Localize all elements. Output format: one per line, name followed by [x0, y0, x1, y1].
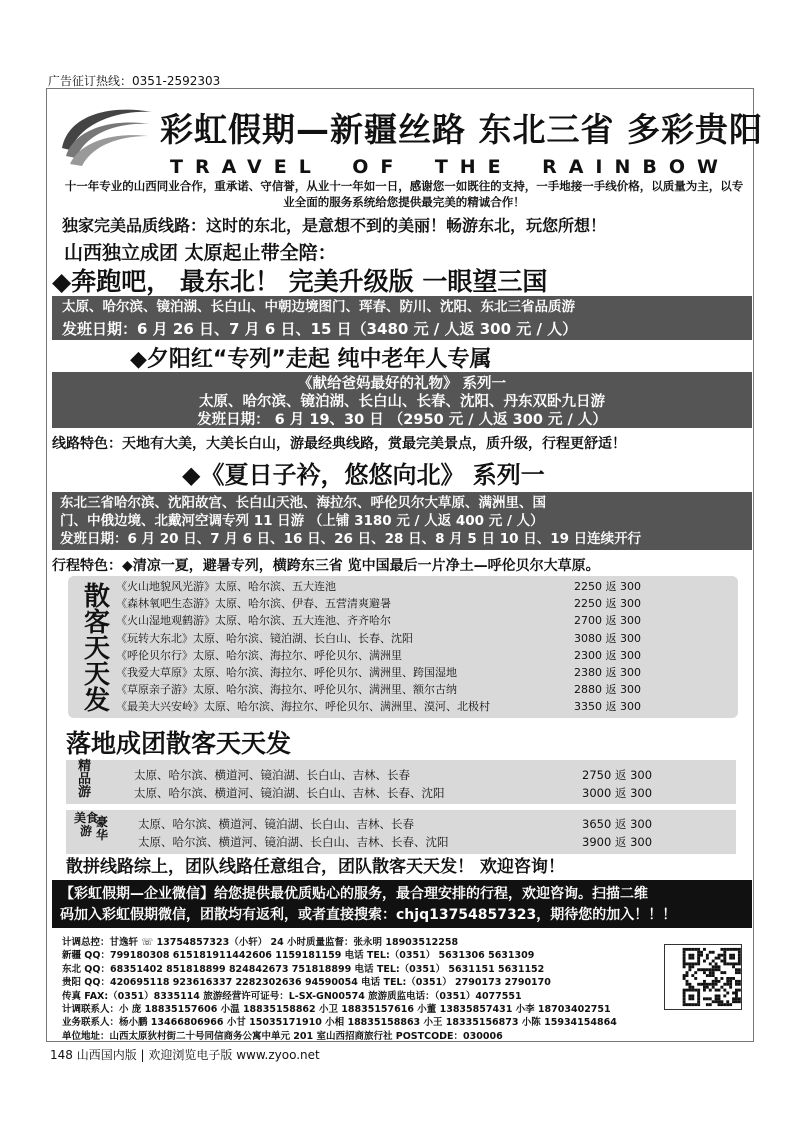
qr-module	[683, 954, 686, 957]
tour-price: 2700 返 300	[574, 614, 641, 628]
qr-module	[683, 977, 686, 980]
quality-tour-list	[134, 766, 653, 802]
qr-module	[718, 989, 721, 992]
luxury-label-b: 豪华	[96, 815, 109, 842]
qr-module	[718, 957, 721, 960]
qr-module	[683, 1003, 686, 1006]
qr-module	[686, 989, 689, 992]
qr-module	[726, 992, 729, 995]
quality-route: 太原、哈尔滨、横道河、镜泊湖、长白山、吉林、长春	[134, 768, 410, 782]
qr-module	[738, 954, 741, 957]
vertical-label-char: 发	[84, 686, 111, 716]
qr-module	[735, 971, 738, 974]
qr-module	[691, 965, 694, 968]
qr-module	[700, 951, 703, 954]
qr-module	[712, 968, 715, 971]
qr-module	[729, 977, 732, 980]
qr-module	[732, 957, 735, 960]
qr-module	[703, 986, 706, 989]
qr-module	[688, 983, 691, 986]
qr-module	[726, 977, 729, 980]
qr-module	[723, 983, 726, 986]
tour-price: 2250 返 300	[574, 597, 641, 611]
quality-price: 3000 返 300	[582, 786, 653, 800]
tour-row	[116, 612, 656, 629]
qr-module	[726, 948, 729, 951]
qr-module	[700, 968, 703, 971]
qr-module	[732, 992, 735, 995]
qr-module	[720, 1000, 723, 1003]
section3-dates: 发班日期：6 月 20 日、7 月 6 日、16 日、26 日、28 日、8 月 5 日 10 日、19 日连续开行	[60, 531, 642, 547]
qr-module	[703, 983, 706, 986]
qr-module	[683, 997, 686, 1000]
qr-module	[706, 968, 709, 971]
qr-module	[732, 948, 735, 951]
qr-module	[726, 1003, 729, 1006]
tour-row	[116, 595, 656, 612]
qr-module	[720, 971, 723, 974]
qr-module	[686, 948, 689, 951]
section1-dates: 发班日期：6 月 26 日、7 月 6 日、15 日（3480 元 / 人返 300 元 / 人）	[62, 320, 578, 338]
qr-module	[738, 980, 741, 983]
qr-module	[686, 980, 689, 983]
qr-module	[720, 960, 723, 963]
vertical-label-char: 散	[84, 582, 111, 612]
qr-module	[694, 977, 697, 980]
section2-route: 太原、哈尔滨、镜泊湖、长白山、长春、沈阳、丹东双卧九日游	[199, 394, 605, 410]
qr-module	[712, 960, 715, 963]
qr-module	[738, 971, 741, 974]
subtitle-word: THE	[434, 156, 513, 178]
qr-module	[683, 1000, 686, 1003]
qr-module	[709, 974, 712, 977]
qr-module	[703, 960, 706, 963]
contact-line: 计调总控：甘逸轩 ☏ 13754857323（小轩） 24 小时质量监督：张永明 18903512258	[62, 937, 459, 948]
tour-name: 《玩转大东北》太原、哈尔滨、镜泊湖、长白山、长春、沈阳	[116, 631, 413, 645]
qr-module	[729, 980, 732, 983]
qr-module	[723, 960, 726, 963]
qr-module	[688, 957, 691, 960]
luxury-price: 3650 返 300	[582, 817, 653, 831]
wechat-banner	[52, 880, 752, 928]
tour-name: 《草原亲子游》太原、哈尔滨、海拉尔、呼伦贝尔、满洲里、额尔古纳	[116, 683, 457, 697]
luxury-row	[138, 815, 653, 833]
qr-module	[715, 957, 718, 960]
qr-module	[738, 997, 741, 1000]
qr-module	[712, 986, 715, 989]
qr-module	[729, 1003, 732, 1006]
qr-module	[715, 997, 718, 1000]
subtitle-word: TRAVEL	[170, 156, 323, 178]
qr-module	[718, 965, 721, 968]
qr-module	[686, 983, 689, 986]
contact-line: 新疆 QQ：799180308 615181911442606 1159181159 电话 TEL:（0351） 5631306 5631309	[62, 950, 535, 962]
quality-route: 太原、哈尔滨、横道河、镜泊湖、长白山、吉林、长春、沈阳	[134, 786, 445, 800]
qr-module	[723, 954, 726, 957]
qr-module	[718, 980, 721, 983]
qr-module	[706, 974, 709, 977]
qr-module	[683, 994, 686, 997]
qr-module	[697, 954, 700, 957]
qr-module	[706, 983, 709, 986]
tour-price: 2880 返 300	[574, 683, 641, 697]
vertical-label-char: 客	[84, 608, 111, 638]
qr-module	[688, 948, 691, 951]
qr-module	[735, 962, 738, 965]
tour-row	[116, 647, 656, 664]
qr-module	[712, 974, 715, 977]
qr-module	[694, 971, 697, 974]
qr-module	[715, 977, 718, 980]
route-features: 线路特色：天地有大美，大美长白山，游最经典线路，赏最完美景点，质升级，行程更舒适！	[52, 436, 626, 452]
section3-route-line2: 门、中俄边境、北戴河空调专列 11 日游 （上铺 3180 元 / 人返 400 元 / 人）	[60, 513, 544, 529]
tour-row	[116, 578, 656, 595]
tour-name: 《火山地貌风光游》太原、哈尔滨、五大连池	[116, 580, 336, 593]
qr-module	[697, 989, 700, 992]
qr-module	[697, 960, 700, 963]
qr-module	[697, 951, 700, 954]
mix-line: 散拼线路综上，团队线路任意组合，团队散客天天发！ 欢迎咨询！	[66, 857, 565, 877]
qr-module	[691, 997, 694, 1000]
contact-line: 业务联系人：杨小鹏 13466806966 小甘 15035171910 小相 18835158863 小王 18335156873 小陈 15934154864	[62, 1017, 617, 1029]
page-footer: 148 山西国内版 | 欢迎浏览电子版 www.zyoo.net	[50, 1048, 320, 1062]
tour-row	[116, 698, 656, 715]
section1-banner	[52, 296, 752, 340]
qr-module	[691, 994, 694, 997]
qr-module	[706, 957, 709, 960]
qr-module	[686, 962, 689, 965]
qr-module	[706, 1003, 709, 1006]
qr-module	[723, 971, 726, 974]
qr-module	[697, 948, 700, 951]
qr-module	[718, 968, 721, 971]
qr-module	[718, 1000, 721, 1003]
luxury-tour-label	[74, 811, 109, 842]
tour-price: 3080 返 300	[574, 631, 641, 645]
qr-module	[732, 1000, 735, 1003]
qr-module	[697, 994, 700, 997]
contact-line: 传真 FAX:（0351）8335114 旅游经营许可证号：L-SX-GN00574 旅游质监电话：（0351）4077551	[62, 990, 522, 1002]
qr-module	[715, 983, 718, 986]
tour-price: 2380 返 300	[574, 665, 641, 679]
qr-module	[735, 997, 738, 1000]
qr-module	[706, 954, 709, 957]
section2-heading: ◆夕阳红“专列”走起 纯中老年人专属	[130, 347, 492, 372]
qr-module	[729, 948, 732, 951]
qr-module	[700, 954, 703, 957]
qr-module	[720, 977, 723, 980]
tour-price: 2300 返 300	[574, 648, 641, 662]
qr-module	[686, 974, 689, 977]
qr-module	[738, 948, 741, 951]
qr-module	[735, 992, 738, 995]
tour-name: 《火山湿地观鹤游》太原、哈尔滨、五大连池、齐齐哈尔	[116, 614, 391, 628]
wechat-qr-code[interactable]	[664, 944, 742, 1010]
qr-module	[697, 997, 700, 1000]
tour-name: 《呼伦贝尔行》太原、哈尔滨、海拉尔、呼伦贝尔、满洲里	[116, 648, 402, 662]
qr-module	[735, 968, 738, 971]
qr-module	[738, 962, 741, 965]
vertical-label-char: 天	[84, 660, 111, 690]
qr-module	[723, 948, 726, 951]
luxury-label-a: 美食	[74, 811, 99, 825]
qr-module	[709, 962, 712, 965]
qr-module	[735, 980, 738, 983]
qr-module	[691, 957, 694, 960]
qr-module	[723, 951, 726, 954]
qr-module	[706, 986, 709, 989]
qr-module	[694, 962, 697, 965]
qr-module	[691, 974, 694, 977]
qr-module	[712, 965, 715, 968]
qr-module	[715, 965, 718, 968]
qr-module	[720, 1003, 723, 1006]
daily-tours-label	[84, 584, 110, 714]
qr-module	[688, 989, 691, 992]
luxury-route: 太原、哈尔滨、横道河、镜泊湖、长白山、吉林、长春、沈阳	[138, 835, 449, 849]
tour-price: 3350 返 300	[574, 700, 641, 714]
qr-module	[697, 1000, 700, 1003]
qr-module	[683, 962, 686, 965]
landing-heading: 落地成团散客天天发	[66, 729, 292, 758]
qr-module	[688, 954, 691, 957]
qr-module	[694, 948, 697, 951]
qr-module	[726, 980, 729, 983]
qr-module	[732, 962, 735, 965]
quality-tour-label	[78, 760, 91, 799]
qr-module	[715, 1000, 718, 1003]
luxury-label-c: 游	[80, 824, 93, 838]
contact-line: 计调联系人：小 庞 18835157606 小温 18835158862 小卫 18835157616 小董 13835857431 小李 18703402751	[62, 1003, 611, 1015]
rainbow-swoosh-logo	[58, 100, 154, 178]
qr-module	[712, 980, 715, 983]
tour-row	[116, 681, 656, 698]
qr-module	[709, 951, 712, 954]
section1-route: 太原、哈尔滨、镜泊湖、长白山、中朝边境图门、珲春、防川、沈阳、东北三省品质游	[62, 299, 575, 315]
tour-name: 《我爱大草原》太原、哈尔滨、海拉尔、呼伦贝尔、满洲里、跨国湿地	[116, 665, 457, 679]
qr-module	[703, 968, 706, 971]
qr-module	[683, 951, 686, 954]
qr-module	[691, 986, 694, 989]
quality-row	[134, 784, 653, 802]
qr-module	[683, 974, 686, 977]
quality-row	[134, 766, 653, 784]
qr-module	[718, 954, 721, 957]
qr-module	[703, 997, 706, 1000]
qr-module	[729, 983, 732, 986]
qr-module	[697, 992, 700, 995]
qr-module	[738, 968, 741, 971]
qr-module	[697, 962, 700, 965]
luxury-price: 3900 返 300	[582, 835, 653, 849]
qr-module	[723, 957, 726, 960]
vertical-label-char: 游	[78, 785, 92, 800]
qr-module	[688, 1003, 691, 1006]
qr-module	[729, 954, 732, 957]
qr-module	[688, 986, 691, 989]
qr-module	[720, 948, 723, 951]
main-title: 彩虹假期—新疆丝路 东北三省 多彩贵阳	[160, 110, 763, 149]
contact-block	[62, 936, 662, 1043]
qr-module	[738, 989, 741, 992]
wechat-line2: 码加入彩虹假期微信，团散均有返利，或者直接搜索：chjq13754857323，期待您的加入！！！	[60, 907, 677, 923]
qr-module	[709, 1003, 712, 1006]
qr-module	[712, 983, 715, 986]
qr-module	[738, 957, 741, 960]
qr-module	[718, 994, 721, 997]
qr-module	[715, 962, 718, 965]
qr-module	[712, 971, 715, 974]
qr-module	[683, 965, 686, 968]
contact-line: 东北 QQ：68351402 851818899 824842673 751818899 电话 TEL:（0351） 5631151 5631152	[62, 963, 545, 975]
intro-text: 十一年专业的山西同业合作，重承诺、守信誉，从业十一年如一日，感谢您一如既往的支持，一手地接一手线价格，以质量为主，以专业全面的服务系统给您提供最完美的精诚合作！	[64, 179, 744, 209]
tour-price: 2250 返 300	[574, 580, 641, 593]
qr-module	[683, 957, 686, 960]
qr-module	[697, 968, 700, 971]
qr-module	[718, 997, 721, 1000]
daily-tours-list	[116, 578, 656, 716]
qr-module	[691, 962, 694, 965]
qr-module	[729, 986, 732, 989]
qr-module	[732, 954, 735, 957]
qr-module	[697, 983, 700, 986]
qr-module	[683, 948, 686, 951]
qr-module	[688, 997, 691, 1000]
qr-module	[723, 989, 726, 992]
hotline: 广告征订热线：0351-2592303	[48, 74, 221, 88]
qr-module	[738, 1000, 741, 1003]
qr-module	[715, 980, 718, 983]
qr-module	[703, 989, 706, 992]
section1-heading: ◆奔跑吧， 最东北！ 完美升级版 一眼望三国	[52, 267, 548, 296]
english-subtitle	[170, 156, 730, 178]
tour-name: 《森林氧吧生态游》太原、哈尔滨、伊春、五营清爽避暑	[116, 597, 391, 611]
qr-module	[709, 997, 712, 1000]
qr-module	[723, 994, 726, 997]
tour-name: 《最美大兴安岭》太原、哈尔滨、海拉尔、呼伦贝尔、满洲里、漠河、北极村	[116, 700, 490, 714]
qr-module	[688, 994, 691, 997]
qr-module	[709, 989, 712, 992]
qr-module	[732, 965, 735, 968]
section3-banner	[52, 492, 752, 550]
qr-module	[715, 994, 718, 997]
tour-row	[116, 630, 656, 647]
section3-route-line1: 东北三省哈尔滨、沈阳故宫、长白山天池、海拉尔、呼伦贝尔大草原、满洲里、国	[60, 495, 546, 511]
qr-module	[697, 1003, 700, 1006]
qr-module	[691, 954, 694, 957]
qr-module	[735, 983, 738, 986]
qr-module	[709, 971, 712, 974]
qr-module	[720, 986, 723, 989]
section3-heading: ◆《夏日子衿，悠悠向北》 系列一	[182, 461, 545, 489]
qr-module	[686, 1003, 689, 1006]
qr-module	[697, 957, 700, 960]
qr-module	[706, 997, 709, 1000]
contact-line: 贵阳 QQ：420695118 923616337 2282302636 94590054 电话 TEL:（0351） 2790173 2790170	[62, 977, 551, 989]
qr-module	[735, 989, 738, 992]
qr-module	[688, 965, 691, 968]
section2-series: 《献给爸妈最好的礼物》 系列一	[297, 376, 507, 392]
qr-module	[738, 983, 741, 986]
vertical-label-char: 天	[84, 634, 111, 664]
qr-module	[691, 1003, 694, 1006]
exclusive-line: 独家完美品质线路：这时的东北，是意想不到的美丽！畅游东北，玩您所想！	[62, 216, 607, 235]
subtitle-word: OF	[352, 156, 406, 178]
qr-module	[688, 962, 691, 965]
qr-module	[703, 980, 706, 983]
qr-module	[683, 989, 686, 992]
luxury-tour-list	[138, 815, 653, 851]
qr-module	[738, 960, 741, 963]
qr-module	[686, 971, 689, 974]
section2-banner	[52, 372, 752, 428]
qr-module	[738, 951, 741, 954]
qr-module	[735, 994, 738, 997]
qr-module	[718, 1003, 721, 1006]
vertical-label-char: 品	[78, 772, 92, 787]
luxury-row	[138, 833, 653, 851]
qr-module	[712, 1000, 715, 1003]
qr-module	[709, 968, 712, 971]
qr-module	[726, 1000, 729, 1003]
quality-price: 2750 返 300	[582, 768, 653, 782]
contact-line: 单位地址：山西太原狄村街二十号同信商务公寓中单元 201 室山西招商旅行社 POSTCODE：030006	[62, 1030, 503, 1042]
wechat-line1: 【彩虹假期—企业微信】给您提供最优质贴心的服务，最合理安排的行程，欢迎咨询。扫描二维	[60, 886, 648, 902]
qr-module	[712, 951, 715, 954]
qr-module	[726, 983, 729, 986]
solo-group-line: 山西独立成团 太原起止带全陪：	[64, 242, 337, 264]
qr-module	[723, 962, 726, 965]
section2-dates: 发班日期： 6 月 19、30 日 （2950 元 / 人返 300 元 / 人）	[197, 412, 607, 428]
subtitle-word: RAINBOW	[542, 156, 730, 178]
qr-module	[720, 954, 723, 957]
qr-module	[715, 989, 718, 992]
qr-module	[703, 948, 706, 951]
luxury-route: 太原、哈尔滨、横道河、镜泊湖、长白山、吉林、长春	[138, 817, 414, 831]
qr-module	[683, 960, 686, 963]
qr-module	[729, 957, 732, 960]
qr-module	[683, 992, 686, 995]
qr-module	[723, 1003, 726, 1006]
qr-module	[694, 989, 697, 992]
vertical-label-char: 精	[78, 759, 92, 774]
qr-module	[694, 1003, 697, 1006]
qr-module	[735, 948, 738, 951]
qr-module	[735, 1000, 738, 1003]
qr-module	[691, 989, 694, 992]
qr-module	[715, 968, 718, 971]
qr-module	[691, 948, 694, 951]
qr-module	[700, 983, 703, 986]
qr-module	[729, 962, 732, 965]
qr-module	[709, 983, 712, 986]
qr-module	[732, 997, 735, 1000]
qr-module	[726, 962, 729, 965]
qr-module	[732, 977, 735, 980]
qr-module	[688, 968, 691, 971]
trip-features: 行程特色：◆清凉一夏，避暑专列，横跨东三省 览中国最后一片净土—呼伦贝尔大草原。	[52, 558, 600, 574]
qr-module	[703, 971, 706, 974]
tour-row	[116, 664, 656, 681]
